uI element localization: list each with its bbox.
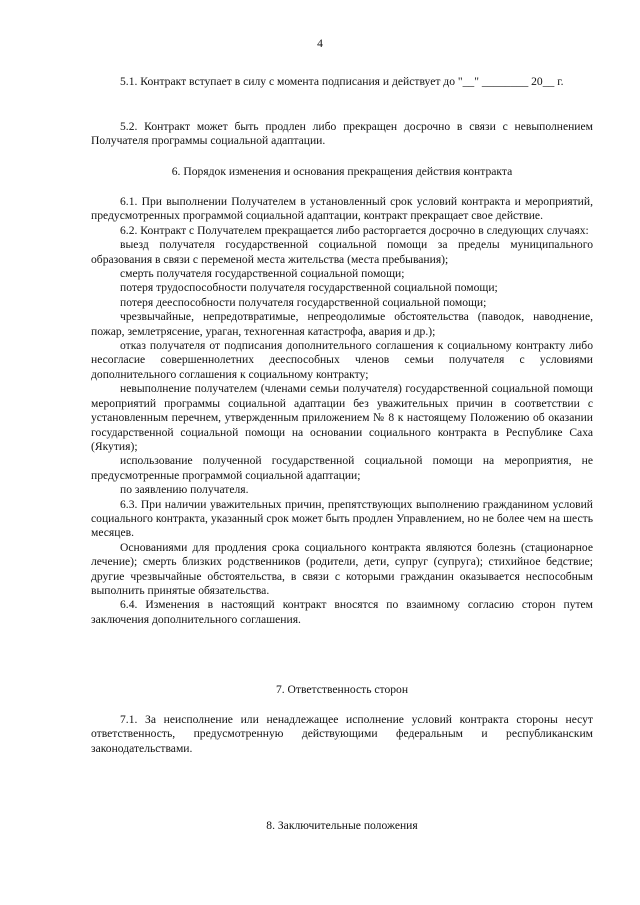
paragraph: потеря трудоспособности получателя государственной социальной помощи; (120, 281, 498, 295)
paragraph: по заявлению получателя. (120, 483, 249, 497)
section-7-heading: 7. Ответственность сторон (275, 683, 409, 696)
paragraph: 5.2. Контракт может быть продлен либо прекращен досрочно в связи с невыполнением Получателя программы социальной адаптации. (91, 120, 593, 148)
clause-5-2 (91, 120, 593, 149)
paragraph: 5.1. Контракт вступает в силу с момента подписания и действует до "__" ________ 20__ г. (120, 75, 564, 88)
paragraph: потеря дееспособности получателя государственной социальной помощи; (120, 295, 487, 309)
paragraph: невыполнение получателем (членами семьи получателя) государственной социальной помощи мероприятий программы социальной адаптации без уважительных причин в соответствии с установленным перечнем, утвержденным приложением № 8 к настоящему Положению об оказании государственной социальной помощи на основании социального контракта в Республике Саха (Якутия); (91, 382, 593, 453)
page-number: 4 (317, 37, 323, 50)
clause-5-1 (91, 75, 593, 89)
section-7-body (91, 713, 593, 756)
paragraph: 6.2. Контракт с Получателем прекращается либо расторгается досрочно в следующих случаях: (120, 223, 589, 237)
section-8-heading: 8. Заключительные положения (266, 819, 418, 832)
paragraph: Основаниями для продления срока социального контракта являются болезнь (стационарное лечение); смерть близких родственников (родители, дети, супруг (супруга); стихийное бедствие; другие чрезвычайные обстоятельства, в связи с которыми гражданин оказывается неспособным выполнить принятые обязательства. (91, 540, 593, 597)
section-6-body (91, 195, 593, 627)
paragraph: отказ получателя от подписания дополнительного соглашения к социальному контракту либо несогласие совершеннолетних дееспособных членов семьи получателя с условиями дополнительного соглашения к социальному контракту; (91, 339, 593, 381)
section-6-heading: 6. Порядок изменения и основания прекращения действия контракта (171, 165, 513, 178)
paragraph: чрезвычайные, непредотвратимые, непреодолимые обстоятельства (паводок, наводнение, пожар, землетрясение, ураган, техногенная катастрофа, авария и др.); (91, 310, 593, 338)
paragraph: 6.4. Изменения в настоящий контракт вносятся по взаимному согласию сторон путем заключения дополнительного соглашения. (91, 598, 593, 626)
paragraph: выезд получателя государственной социальной помощи за пределы муниципального образования в связи с переменой места жительства (места пребывания); (91, 238, 593, 266)
paragraph: 6.3. При наличии уважительных причин, препятствующих выполнению гражданином условий социального контракта, указанный срок может быть продлен Управлением, но не более чем на шесть месяцев. (91, 497, 593, 540)
paragraph: смерть получателя государственной социальной помощи; (120, 267, 405, 281)
paragraph: 6.1. При выполнении Получателем в установленный срок условий контракта и мероприятий, предусмотренных программой социальной адаптации, контракт прекращает свое действие. (91, 195, 593, 223)
paragraph: 7.1. За неисполнение или ненадлежащее исполнение условий контракта стороны несут ответственность, предусмотренную действующими федеральным и республиканским законодательствами. (91, 713, 593, 755)
paragraph: использование полученной государственной социальной помощи на мероприятия, не предусмотренные программой социальной адаптации; (91, 454, 593, 482)
